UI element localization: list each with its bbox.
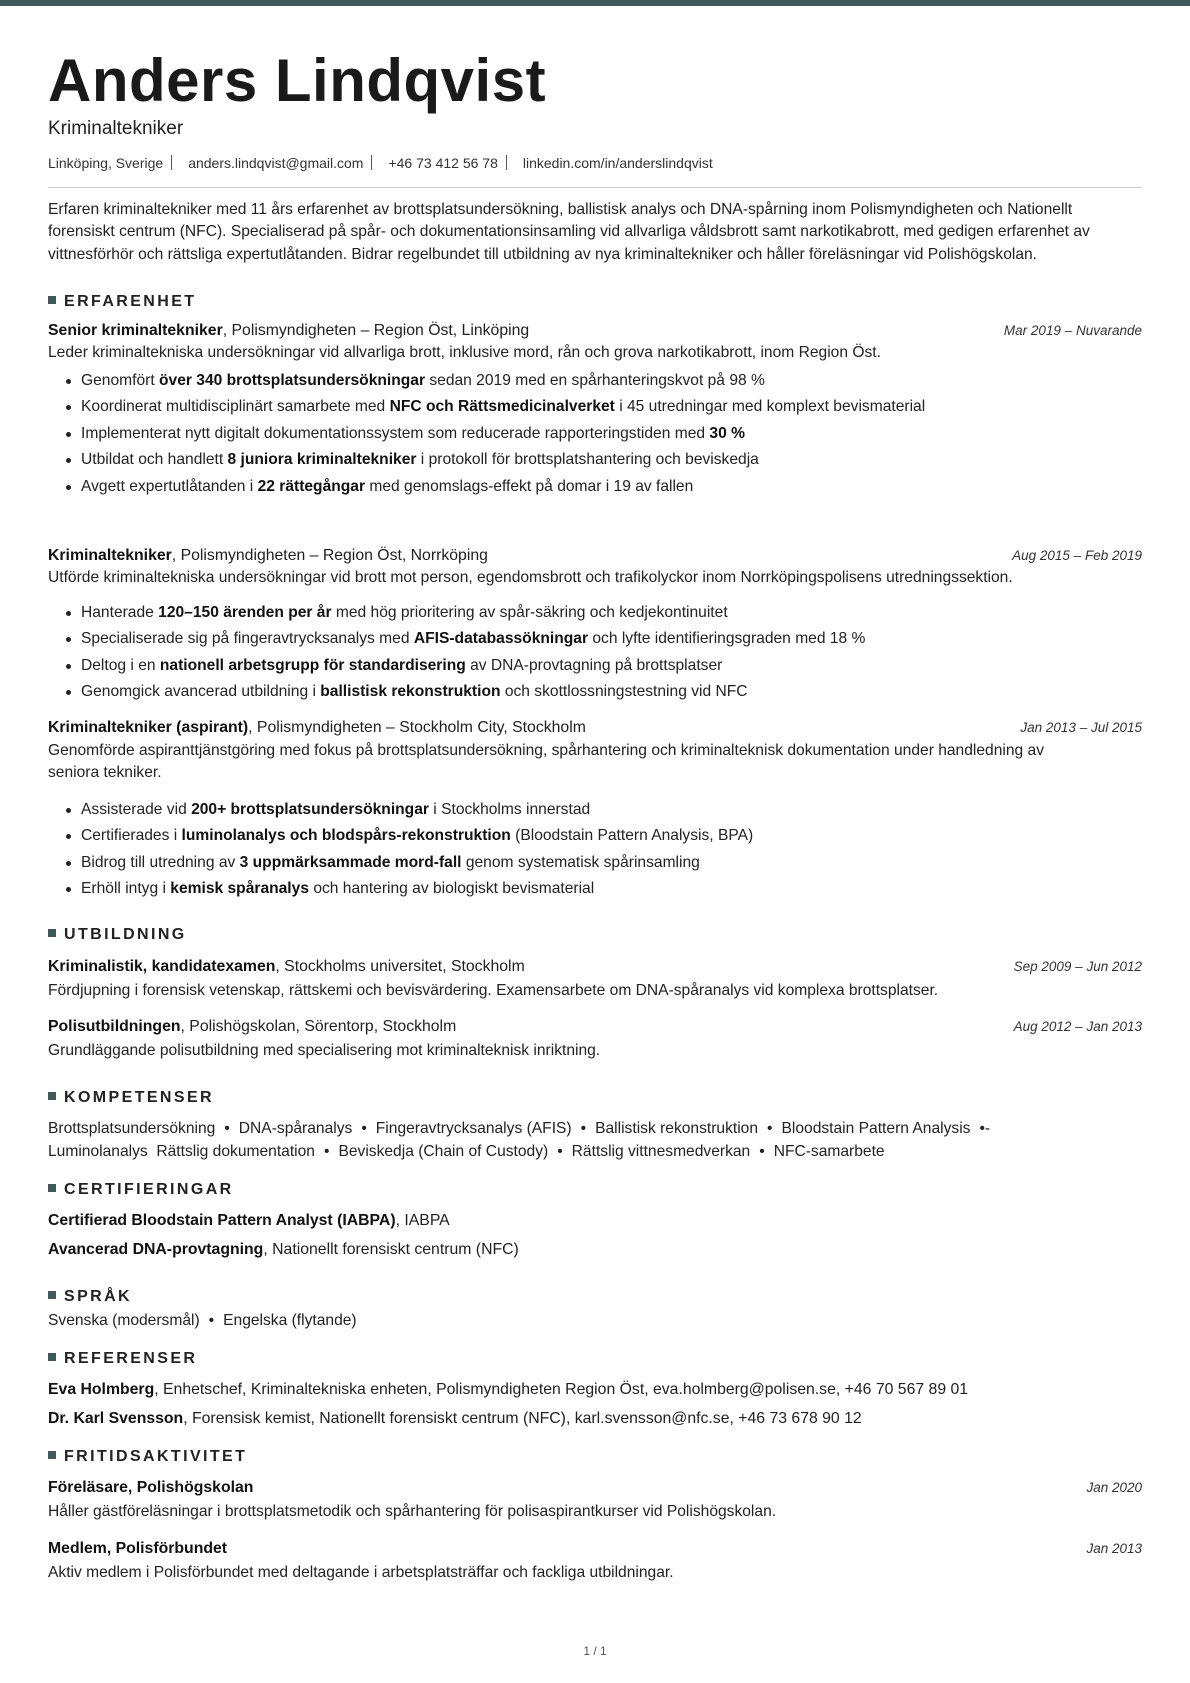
- education-org: , Polishögskolan, Sörentorp, Stockholm: [180, 1018, 457, 1035]
- page-number: 1 / 1: [583, 1644, 607, 1658]
- leisure-description: Håller gästföreläsningar i brottsplatsmetodik och spårhantering för polisaspirantkurser vid Polishögskolan.: [48, 1503, 777, 1520]
- language-item: Svenska (modersmål): [48, 1312, 200, 1329]
- certification-item: Certifierad Bloodstain Pattern Analyst (IABPA), IABPA: [48, 1212, 450, 1229]
- contact-email[interactable]: anders.lindqvist@gmail.com: [188, 155, 364, 171]
- section-heading-certifications: CERTIFIERINGAR: [48, 1180, 234, 1200]
- reference-item: Dr. Karl Svensson, Forensisk kemist, Nationellt forensiskt centrum (NFC), karl.svensson@nfc.se, +46 73 678 90 12: [48, 1410, 862, 1427]
- skills-line: Brottsplatsundersökning • DNA-spåranalys • Fingeravtrycksanalys (AFIS) • Ballistisk rekonstruktion • Bloodstain Pattern Analysis •-: [48, 1117, 1142, 1140]
- contact-phone[interactable]: +46 73 412 56 78: [388, 155, 498, 171]
- job-role: Senior kriminaltekniker: [48, 322, 223, 339]
- leisure-title: Föreläsare, Polishögskolan: [48, 1479, 254, 1496]
- contact-separator: [371, 155, 372, 170]
- section-heading-skills: KOMPETENSER: [48, 1088, 214, 1108]
- education-degree: Polisutbildningen: [48, 1018, 181, 1035]
- languages-line: Svenska (modersmål) • Engelska (flytande): [48, 1312, 357, 1329]
- section-marker: [48, 1092, 56, 1100]
- skills-line: Luminolanalys Rättslig dokumentation • Beviskedja (Chain of Custody) • Rättslig vittnesmedverkan • NFC-samarbete: [48, 1143, 885, 1160]
- list-item: Implementerat nytt digitalt dokumentationssystem som reducerade rapporteringstiden med 30 %: [48, 421, 1142, 447]
- list-item: Koordinerat multidisciplinärt samarbete med NFC och Rättsmedicinalverket i 45 utredningar med komplext bevismaterial: [48, 394, 1142, 420]
- list-item: Utbildat och handlett 8 juniora kriminaltekniker i protokoll för brottsplatshantering och beviskedja: [48, 447, 1142, 473]
- leisure-header: [48, 1477, 1142, 1499]
- education-degree: Kriminalistik, kandidatexamen: [48, 958, 276, 975]
- list-item: Deltog i en nationell arbetsgrupp för standardisering av DNA-provtagning på brottsplatser: [48, 653, 1142, 679]
- header-divider: [48, 187, 1142, 188]
- skill-tag: Rättslig vittnesmedverkan: [571, 1143, 751, 1160]
- skill-tag: Beviskedja (Chain of Custody): [338, 1143, 549, 1160]
- section-marker: [48, 1184, 56, 1192]
- job-bullets: [48, 797, 1142, 903]
- contact-linkedin[interactable]: linkedin.com/in/anderslindqvist: [522, 155, 713, 171]
- list-item: Assisterade vid 200+ brottsplatsundersökningar i Stockholms innerstad: [48, 797, 1142, 823]
- leisure-description: Aktiv medlem i Polisförbundet med deltagande i arbetsplatsträffar och fackliga utbildningar.: [48, 1564, 674, 1581]
- education-header: [48, 956, 1142, 978]
- language-item: Engelska (flytande): [223, 1312, 357, 1329]
- leisure-header: [48, 1538, 1142, 1560]
- list-item: Hanterade 120–150 ärenden per år med hög prioritering av spår-säkring och kedjekontinuitet: [48, 600, 1142, 626]
- leisure-title: Medlem, Polisförbundet: [48, 1540, 228, 1557]
- skill-tag: DNA-spåranalys: [238, 1120, 353, 1137]
- section-marker: [48, 1291, 56, 1299]
- job-description-cont: seniora tekniker.: [48, 764, 162, 781]
- reference-item: Eva Holmberg, Enhetschef, Kriminaltekniska enheten, Polismyndigheten Region Öst, eva.holmberg@polisen.se, +46 70 567 89 01: [48, 1381, 969, 1398]
- job-header: [48, 717, 1142, 739]
- job-org: , Polismyndigheten – Region Öst, Linköping: [222, 322, 530, 339]
- job-bullets: [48, 368, 1142, 500]
- skill-tag: Fingeravtrycksanalys (AFIS): [375, 1120, 572, 1137]
- candidate-title: Kriminaltekniker: [48, 118, 184, 139]
- section-heading-leisure: FRITIDSAKTIVITET: [48, 1447, 247, 1467]
- job-header: [48, 320, 1142, 342]
- contact-separator: [171, 155, 172, 170]
- section-heading-languages: SPRÅK: [48, 1287, 132, 1307]
- skills-wrap-mark: •-: [979, 1120, 991, 1137]
- list-item: Specialiserade sig på fingeravtrycksanalys med AFIS-databassökningar och lyfte identifieringsgraden med 18 %: [48, 626, 1142, 652]
- certification-item: Avancerad DNA-provtagning, Nationellt forensiskt centrum (NFC): [48, 1241, 519, 1258]
- job-description: Genomförde aspiranttjänstgöring med fokus på brottsplatsundersökning, spårhantering och kriminalteknisk dokumentation under handledning av: [48, 742, 1044, 759]
- section-marker: [48, 296, 56, 304]
- education-header: [48, 1016, 1142, 1038]
- profile-summary: Erfaren kriminaltekniker med 11 års erfarenhet av brottsplatsundersökning, ballistisk analys och DNA-spårning inom Polismyndigheten och Nationellt forensiskt centrum (NFC). Specialiserad på spår- och dokumentationsinsamling vid allvarliga våldsbrott samt narkotikabrott, med gedigen erfarenhet av vittnesförhör och rättsliga expertutlåtanden. Bidrar regelbundet till utbildning av nya kriminaltekniker och håller föreläsningar vid Polishögskolan.: [48, 201, 1090, 263]
- job-description: Leder kriminaltekniska undersökningar vid allvarliga brott, inklusive mord, rån och grova narkotikabrott, inom Region Öst.: [48, 344, 881, 361]
- job-bullets: [48, 600, 1142, 706]
- list-item: Certifierades i luminolanalys och blodspårs-rekonstruktion (Bloodstain Pattern Analysis, BPA): [48, 823, 1142, 849]
- section-marker: [48, 1451, 56, 1459]
- job-role: Kriminaltekniker: [48, 547, 172, 564]
- contact-line: [48, 154, 713, 172]
- top-accent-bar: [0, 0, 1190, 6]
- education-org: , Stockholms universitet, Stockholm: [275, 958, 525, 975]
- section-marker: [48, 929, 56, 937]
- job-org: , Polismyndigheten – Stockholm City, Stockholm: [248, 719, 586, 736]
- section-heading-experience: ERFARENHET: [48, 292, 196, 312]
- candidate-name: Anders Lindqvist: [48, 47, 547, 114]
- list-item: Avgett expertutlåtanden i 22 rättegångar med genomslags-effekt på domar i 19 av fallen: [48, 474, 1142, 500]
- job-header: [48, 545, 1142, 567]
- section-marker: [48, 1353, 56, 1361]
- contact-separator: [506, 155, 507, 170]
- job-date: Jan 2013 – Jul 2015: [1020, 720, 1142, 735]
- job-description: Utförde kriminaltekniska undersökningar vid brott mot person, egendomsbrott och trafikolyckor inom Norrköpingspolisens utredningssektion.: [48, 569, 1013, 586]
- job-date: Aug 2015 – Feb 2019: [1012, 548, 1142, 563]
- section-heading-education: UTBILDNING: [48, 925, 187, 945]
- leisure-date: Jan 2020: [1086, 1480, 1142, 1495]
- skill-tag: Ballistisk rekonstruktion: [595, 1120, 759, 1137]
- list-item: Erhöll intyg i kemisk spåranalys och hantering av biologiskt bevismaterial: [48, 876, 1142, 902]
- contact-location: Linköping, Sverige: [48, 155, 164, 171]
- skill-tag: Luminolanalys Rättslig dokumentation: [48, 1143, 315, 1160]
- skill-tag: NFC-samarbete: [773, 1143, 885, 1160]
- leisure-date: Jan 2013: [1086, 1541, 1142, 1556]
- education-date: Sep 2009 – Jun 2012: [1013, 959, 1142, 974]
- job-org: , Polismyndigheten – Region Öst, Norrköping: [171, 547, 488, 564]
- education-description: Grundläggande polisutbildning med specialisering mot kriminalteknisk inriktning.: [48, 1042, 601, 1059]
- job-role: Kriminaltekniker (aspirant): [48, 719, 249, 736]
- section-heading-references: REFERENSER: [48, 1349, 197, 1369]
- list-item: Bidrog till utredning av 3 uppmärksammade mord-fall genom systematisk spårinsamling: [48, 850, 1142, 876]
- list-item: Genomgick avancerad utbildning i ballistisk rekonstruktion och skottlossningstestning vid NFC: [48, 679, 1142, 705]
- education-date: Aug 2012 – Jan 2013: [1013, 1019, 1142, 1034]
- list-item: Genomfört över 340 brottsplatsundersökningar sedan 2019 med en spårhanteringskvot på 98 %: [48, 368, 1142, 394]
- skill-tag: Brottsplatsundersökning: [48, 1120, 216, 1137]
- skill-tag: Bloodstain Pattern Analysis: [781, 1120, 971, 1137]
- job-date: Mar 2019 – Nuvarande: [1003, 323, 1142, 338]
- education-description: Fördjupning i forensisk vetenskap, rättskemi och bevisvärdering. Examensarbete om DNA-spåranalys vid komplexa brottsplatser.: [48, 982, 939, 999]
